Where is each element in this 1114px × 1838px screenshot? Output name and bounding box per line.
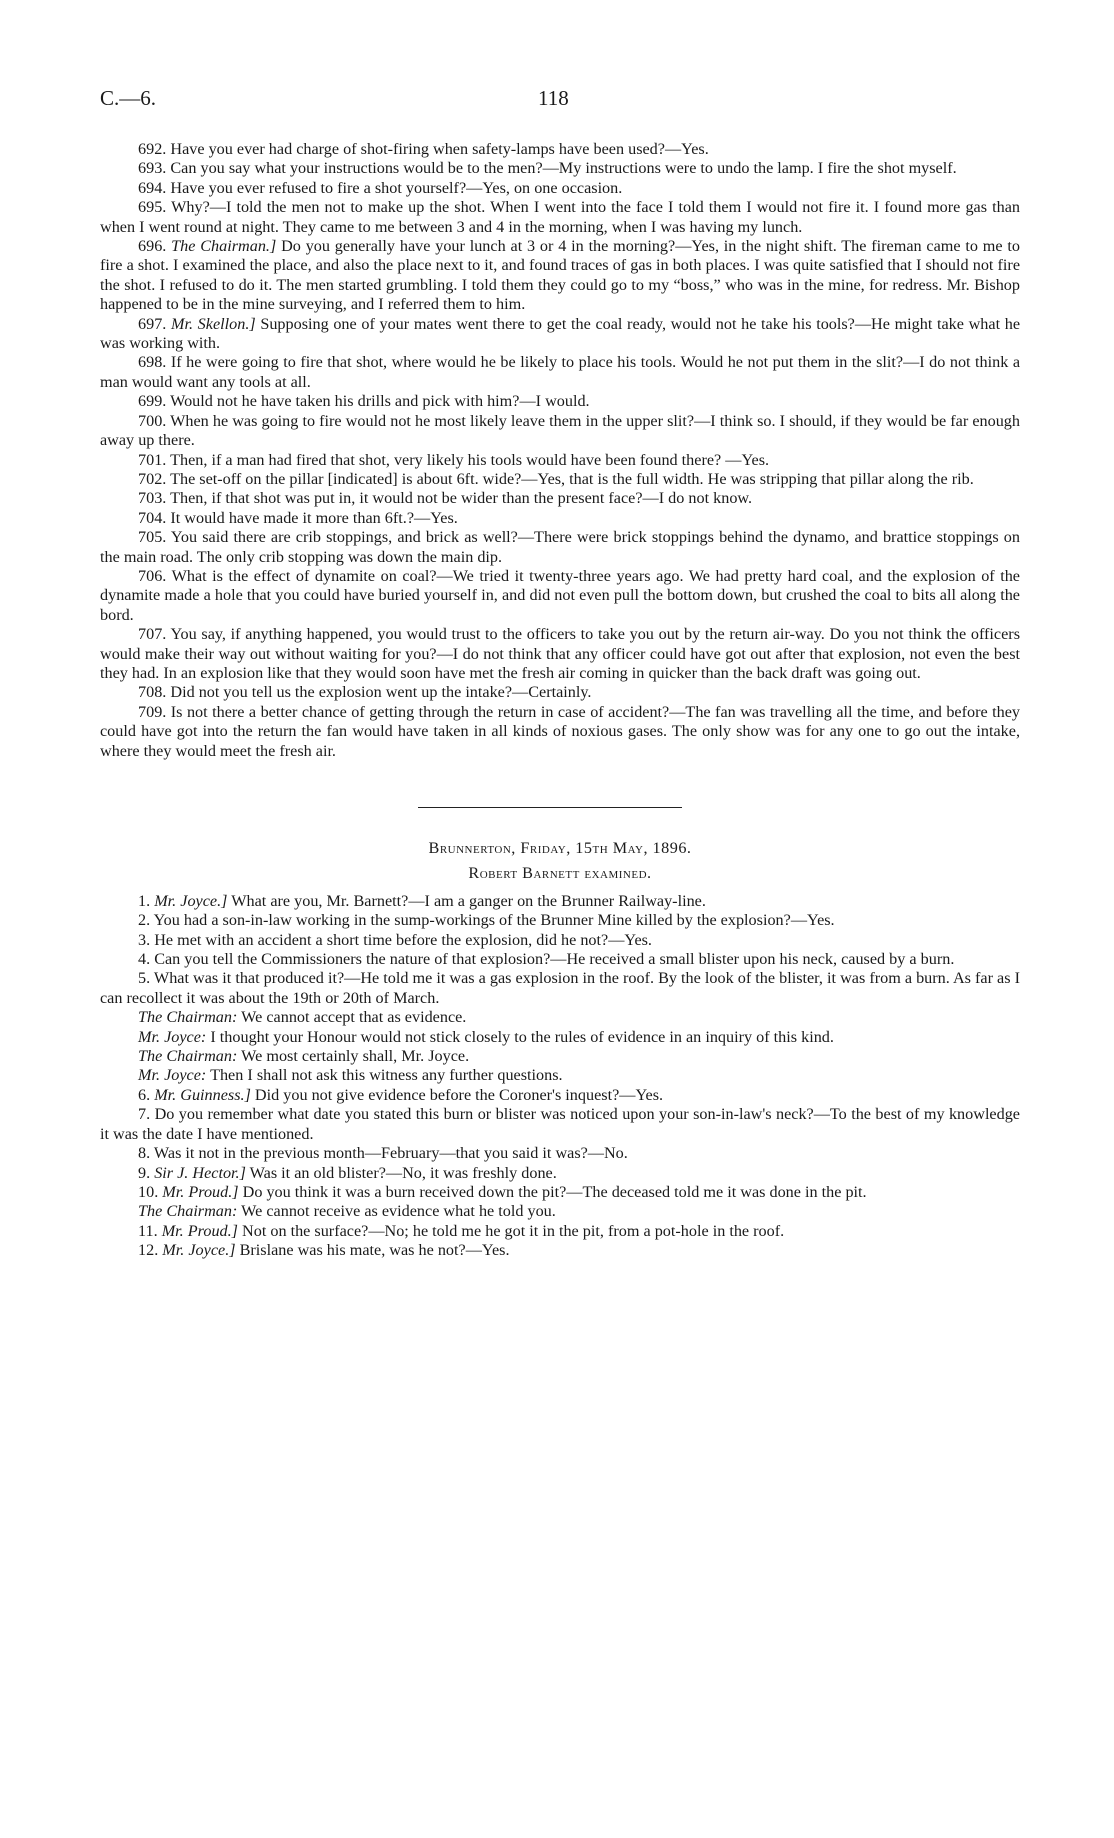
question-text: Have you ever refused to fire a shot yourself?—Yes, on one occasion. — [170, 178, 623, 197]
question-number: 10. — [138, 1182, 159, 1201]
question-number: 700. — [138, 411, 167, 430]
question-paragraph — [100, 567, 1020, 625]
document-code: C.—6. — [100, 86, 157, 110]
question-text: We cannot receive as evidence what he told you. — [241, 1202, 556, 1221]
speaker-name: Mr. Joyce.] — [154, 891, 228, 910]
question-text: When he was going to fire would not he most likely leave them in the upper slit?—I think so. I should, if they would be far enough away up there. — [100, 411, 1020, 450]
question-paragraph — [100, 683, 1020, 702]
question-number: 706. — [138, 566, 167, 585]
question-text: Is not there a better chance of getting through the return in case of accident?—The fan was travelling all the time, and before they could have got into the return the fan would have taken in all kinds of noxious gases. The only show was for any one to go out the intake, where they would meet the fresh air. — [100, 702, 1021, 760]
speaker-name: The Chairman.] — [171, 237, 277, 256]
question-paragraph — [100, 1066, 1020, 1085]
question-paragraph — [100, 1222, 1020, 1241]
question-paragraph — [100, 1183, 1020, 1202]
question-number: 703. — [138, 489, 167, 508]
question-text: Do you think it was a burn received down the pit?—The deceased told me it was done in the pit. — [242, 1182, 867, 1201]
question-number: 6. — [138, 1085, 151, 1104]
question-paragraph — [100, 1047, 1020, 1066]
question-text: Have you ever had charge of shot-firing when safety-lamps have been used?—Yes. — [170, 140, 709, 158]
question-paragraph — [100, 625, 1020, 683]
question-paragraph — [100, 528, 1020, 567]
question-text: Was it not in the previous month—February—that you said it was?—No. — [153, 1144, 628, 1163]
question-number: 9. — [138, 1163, 151, 1182]
question-paragraph — [100, 703, 1020, 761]
question-number: 5. — [138, 969, 151, 988]
speaker-name: The Chairman: — [138, 1008, 238, 1027]
question-number: 696. — [138, 237, 167, 256]
question-paragraph — [100, 931, 1020, 950]
question-number: 1. — [138, 891, 151, 910]
question-text: Was it an old blister?—No, it was freshly done. — [249, 1163, 557, 1182]
question-text: What is the effect of dynamite on coal?—We tried it twenty-three years ago. We had pretty hard coal, and the explosion of the dynamite made a hole that you could have buried yourself in, and did not even pull the bottom down, but crushed the coal to bits all along the bord. — [100, 566, 1020, 624]
page-header — [0, 86, 1114, 120]
section-divider — [100, 761, 1020, 839]
question-number: 695. — [138, 198, 167, 217]
witness-heading: Robert Barnett examined. — [468, 864, 652, 883]
question-number: 709. — [138, 702, 167, 721]
speaker-name: The Chairman: — [138, 1047, 238, 1066]
question-paragraph — [100, 969, 1020, 1008]
question-text: Then I shall not ask this witness any further questions. — [210, 1066, 563, 1085]
question-paragraph — [100, 950, 1020, 969]
question-text: Did you not give evidence before the Coroner's inquest?—Yes. — [254, 1085, 664, 1104]
question-text: Not on the surface?—No; he told me he got it in the pit, from a pot-hole in the roof. — [242, 1221, 785, 1240]
question-number: 704. — [138, 508, 167, 527]
question-number: 694. — [138, 178, 167, 197]
page-number: 118 — [538, 86, 569, 110]
question-text: I thought your Honour would not stick closely to the rules of evidence in an inquiry of this kind. — [210, 1027, 834, 1046]
question-paragraph — [100, 1105, 1020, 1144]
question-text: It would have made it more than 6ft.?—Yes. — [170, 508, 458, 527]
question-text: Then, if that shot was put in, it would not be wider than the present face?—I do not know. — [170, 489, 753, 508]
speaker-name: Mr. Joyce: — [138, 1066, 207, 1085]
question-paragraph — [100, 353, 1020, 392]
question-paragraph — [100, 159, 1020, 178]
question-number: 698. — [138, 353, 167, 372]
question-paragraph — [100, 392, 1020, 411]
question-paragraph — [100, 911, 1020, 930]
question-text: We cannot accept that as evidence. — [241, 1008, 467, 1027]
question-text: We most certainly shall, Mr. Joyce. — [241, 1047, 470, 1066]
question-paragraph — [100, 1164, 1020, 1183]
question-paragraph — [100, 198, 1020, 237]
speaker-name: Mr. Guinness.] — [154, 1085, 251, 1104]
question-number: 702. — [138, 469, 167, 488]
question-number: 708. — [138, 683, 167, 702]
speaker-name: Mr. Proud.] — [162, 1182, 239, 1201]
question-paragraph — [100, 1008, 1020, 1027]
question-text: You said there are crib stoppings, and brick as well?—There were brick stoppings behind the dynamo, and brattice stoppings on the main road. The only crib stopping was down the main dip. — [100, 528, 1020, 566]
speaker-name: Mr. Skellon.] — [170, 314, 256, 333]
question-paragraph — [100, 237, 1020, 315]
question-paragraph — [100, 470, 1020, 489]
question-paragraph — [100, 489, 1020, 508]
question-text: Supposing one of your mates went there to get the coal ready, would not he take his tools?—He might take what he was working with. — [100, 314, 1021, 353]
question-text: Do you remember what date you stated this burn or blister was noticed upon your son-in-law's neck?—To the best of my knowledge it was the date I have mentioned. — [100, 1105, 1020, 1143]
question-paragraph — [100, 140, 1020, 159]
question-text: Can you say what your instructions would be to the men?—My instructions were to undo the lamp. I fire the shot myself. — [170, 159, 957, 178]
question-paragraph — [100, 412, 1020, 451]
question-text: The set-off on the pillar [indicated] is about 6ft. wide?—Yes, that is the full width. He was stripping that pillar along the rib. — [170, 469, 974, 488]
question-paragraph — [100, 509, 1020, 528]
question-paragraph — [100, 1086, 1020, 1105]
question-number: 8. — [138, 1144, 151, 1163]
question-text: Can you tell the Commissioners the nature of that explosion?—He received a small blister upon his neck, caused by a burn. — [154, 950, 955, 969]
question-number: 692. — [138, 140, 167, 158]
question-number: 2. — [138, 911, 151, 930]
section-heading: Brunnerton, Friday, 15th May, 1896. — [428, 839, 692, 857]
question-paragraph — [100, 1241, 1020, 1260]
question-text: Would not he have taken his drills and pick with him?—I would. — [170, 392, 590, 411]
question-number: 707. — [138, 625, 167, 644]
question-text: What was it that produced it?—He told me it was a gas explosion in the roof. By the look of the blister, it was from a burn. As far as I can recollect it was about the 19th or 20th of March. — [100, 969, 1020, 1007]
testimony-part-two — [100, 892, 1020, 1261]
question-paragraph — [100, 892, 1020, 911]
question-number: 7. — [138, 1105, 151, 1124]
question-paragraph — [100, 1202, 1020, 1221]
question-text: He met with an accident a short time before the explosion, did he not?—Yes. — [154, 930, 652, 949]
speaker-name: Sir J. Hector.] — [154, 1163, 246, 1182]
question-number: 3. — [138, 930, 151, 949]
question-number: 705. — [138, 528, 167, 547]
question-number: 693. — [138, 159, 167, 178]
speaker-name: Mr. Joyce: — [138, 1027, 207, 1046]
question-text: You say, if anything happened, you would trust to the officers to take you out by the return air-way. Do you not think the officers would make their way out without waiting for you?—I do not think that any officer could have got out after that explosion, not even the best they had. In an explosion like that they would soon have met the fresh air coming in quicker than the back draft was going out. — [100, 625, 1020, 682]
question-number: 697. — [138, 314, 167, 333]
question-number: 12. — [138, 1241, 159, 1260]
question-text: Brislane was his mate, was he not?—Yes. — [239, 1241, 510, 1260]
speaker-name: Mr. Joyce.] — [162, 1241, 236, 1260]
question-number: 699. — [138, 392, 167, 411]
question-text: If he were going to fire that shot, where would he be likely to place his tools. Would he not put them in the slit?—I do not think a man would want any tools at all. — [100, 353, 1021, 391]
speaker-name: Mr. Proud.] — [161, 1221, 238, 1240]
speaker-name: The Chairman: — [138, 1202, 238, 1221]
horizontal-rule — [418, 807, 682, 808]
question-text: Do you generally have your lunch at 3 or 4 in the morning?—Yes, in the night shift. The fireman came to me to fire a shot. I examined the place, and also the place next to it, and found traces of gas in both places. I was quite satisfied that I should not fire the shot. I refused to do it. The men started grumbling. I told them they could go to my “boss,” who was in the mine, for redress. Mr. Bishop happened to be in the mine surveying, and I referred them to him. — [100, 237, 1020, 314]
question-text: You had a son-in-law working in the sump-workings of the Brunner Mine killed by the explosion?—Yes. — [153, 911, 835, 930]
question-number: 701. — [138, 450, 167, 469]
question-paragraph — [100, 1144, 1020, 1163]
question-text: Then, if a man had fired that shot, very likely his tools would have been found there? —Yes. — [170, 450, 770, 469]
question-number: 4. — [138, 950, 151, 969]
question-paragraph — [100, 315, 1020, 354]
question-number: 11. — [138, 1221, 158, 1240]
testimony-part-one — [100, 140, 1020, 761]
question-text: What are you, Mr. Barnett?—I am a ganger on the Brunner Railway-line. — [231, 891, 706, 910]
question-paragraph — [100, 179, 1020, 198]
question-text: Why?—I told the men not to make up the shot. When I went into the face I told them I would not fire it. I found more gas than when I went round at night. They came to me between 3 and 4 in the morning, when I was having my lunch. — [100, 198, 1020, 236]
question-text: Did not you tell us the explosion went up the intake?—Certainly. — [170, 683, 592, 702]
document-body — [100, 140, 1020, 1261]
question-paragraph — [100, 451, 1020, 470]
question-paragraph — [100, 1028, 1020, 1047]
